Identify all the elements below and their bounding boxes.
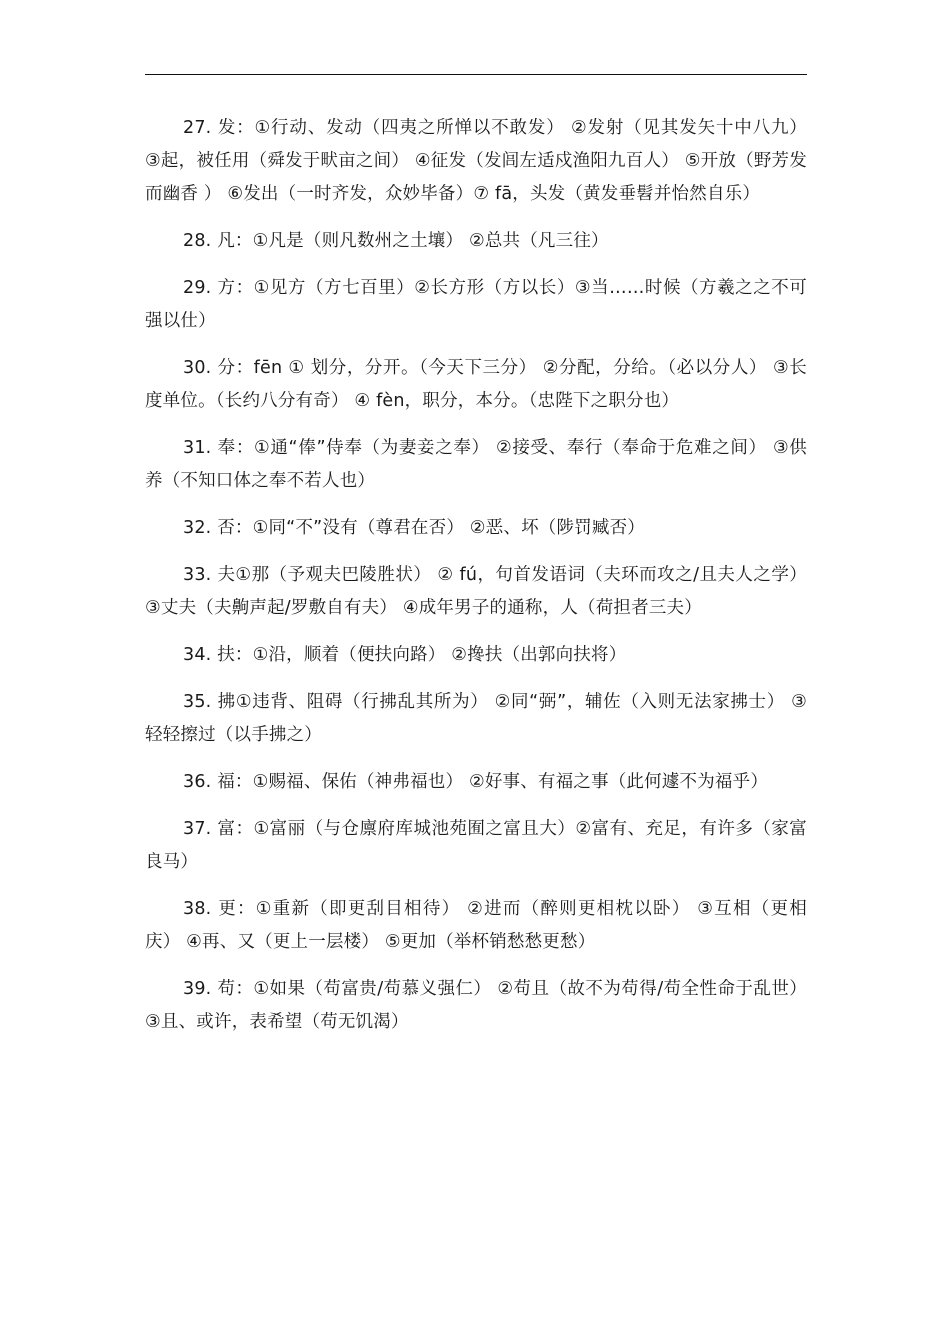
entry-list [145,112,807,1053]
entry-34: 34. 扶：①沿，顺着（便扶向路） ②搀扶（出郭向扶将） [183,645,627,665]
entry-29: 29. 方：①见方（方七百里）②长方形（方以长）③当……时候（方羲之之不可强以仕） [145,278,807,331]
entry-36: 36. 福：①赐福、保佑（神弗福也） ②好事、有福之事（此何遽不为福乎） [183,772,769,792]
entry-35: 35. 拂①违背、阻碍（行拂乱其所为） ②同“弼”，辅佐（入则无法家拂士） ③轻轻擦过（以手拂之） [145,692,807,745]
entry-39: 39. 苟：①如果（苟富贵/苟慕义强仁） ②苟且（故不为苟得/苟全性命于乱世） ③且、或许，表希望（苟无饥渴） [145,979,807,1032]
entry-33: 33. 夫①那（予观夫巴陵胜状） ② fú，句首发语词（夫环而攻之/且夫人之学） ③丈夫（夫齁声起/罗敷自有夫） ④成年男子的通称，人（荷担者三夫） [145,565,807,618]
header-rule [145,74,807,75]
entry-38: 38. 更：①重新（即更刮目相待） ②进而（醉则更相枕以卧） ③互相（更相庆） ④再、又（更上一层楼） ⑤更加（举杯销愁愁更愁） [145,899,807,952]
entry-37: 37. 富：①富丽（与仓廪府库城池苑囿之富且大）②富有、充足，有许多（家富良马） [145,819,807,872]
entry-32: 32. 否：①同“不”没有（尊君在否） ②恶、坏（陟罚臧否） [183,518,645,538]
entry-30: 30. 分：fēn ① 划分，分开。（今天下三分） ②分配，分给。（必以分人） ③长度单位。（长约八分有奇） ④ fèn，职分，本分。（忠陛下之职分也） [145,358,807,411]
entry-28: 28. 凡：①凡是（则凡数州之土壤） ②总共（凡三往） [183,231,609,251]
entry-27: 27. 发：①行动、发动（四夷之所惮以不敢发） ②发射（见其发矢十中八九） ③起，被任用（舜发于畎亩之间） ④征发（发闾左适戍渔阳九百人） ⑤开放（野芳发而幽香 ） ⑥发出（一时齐发，众妙毕备）⑦ fā，头发（黄发垂髫并怡然自乐） [145,118,807,204]
entry-31: 31. 奉：①通“俸”侍奉（为妻妾之奉） ②接受、奉行（奉命于危难之间） ③供养（不知口体之奉不若人也） [145,438,807,491]
